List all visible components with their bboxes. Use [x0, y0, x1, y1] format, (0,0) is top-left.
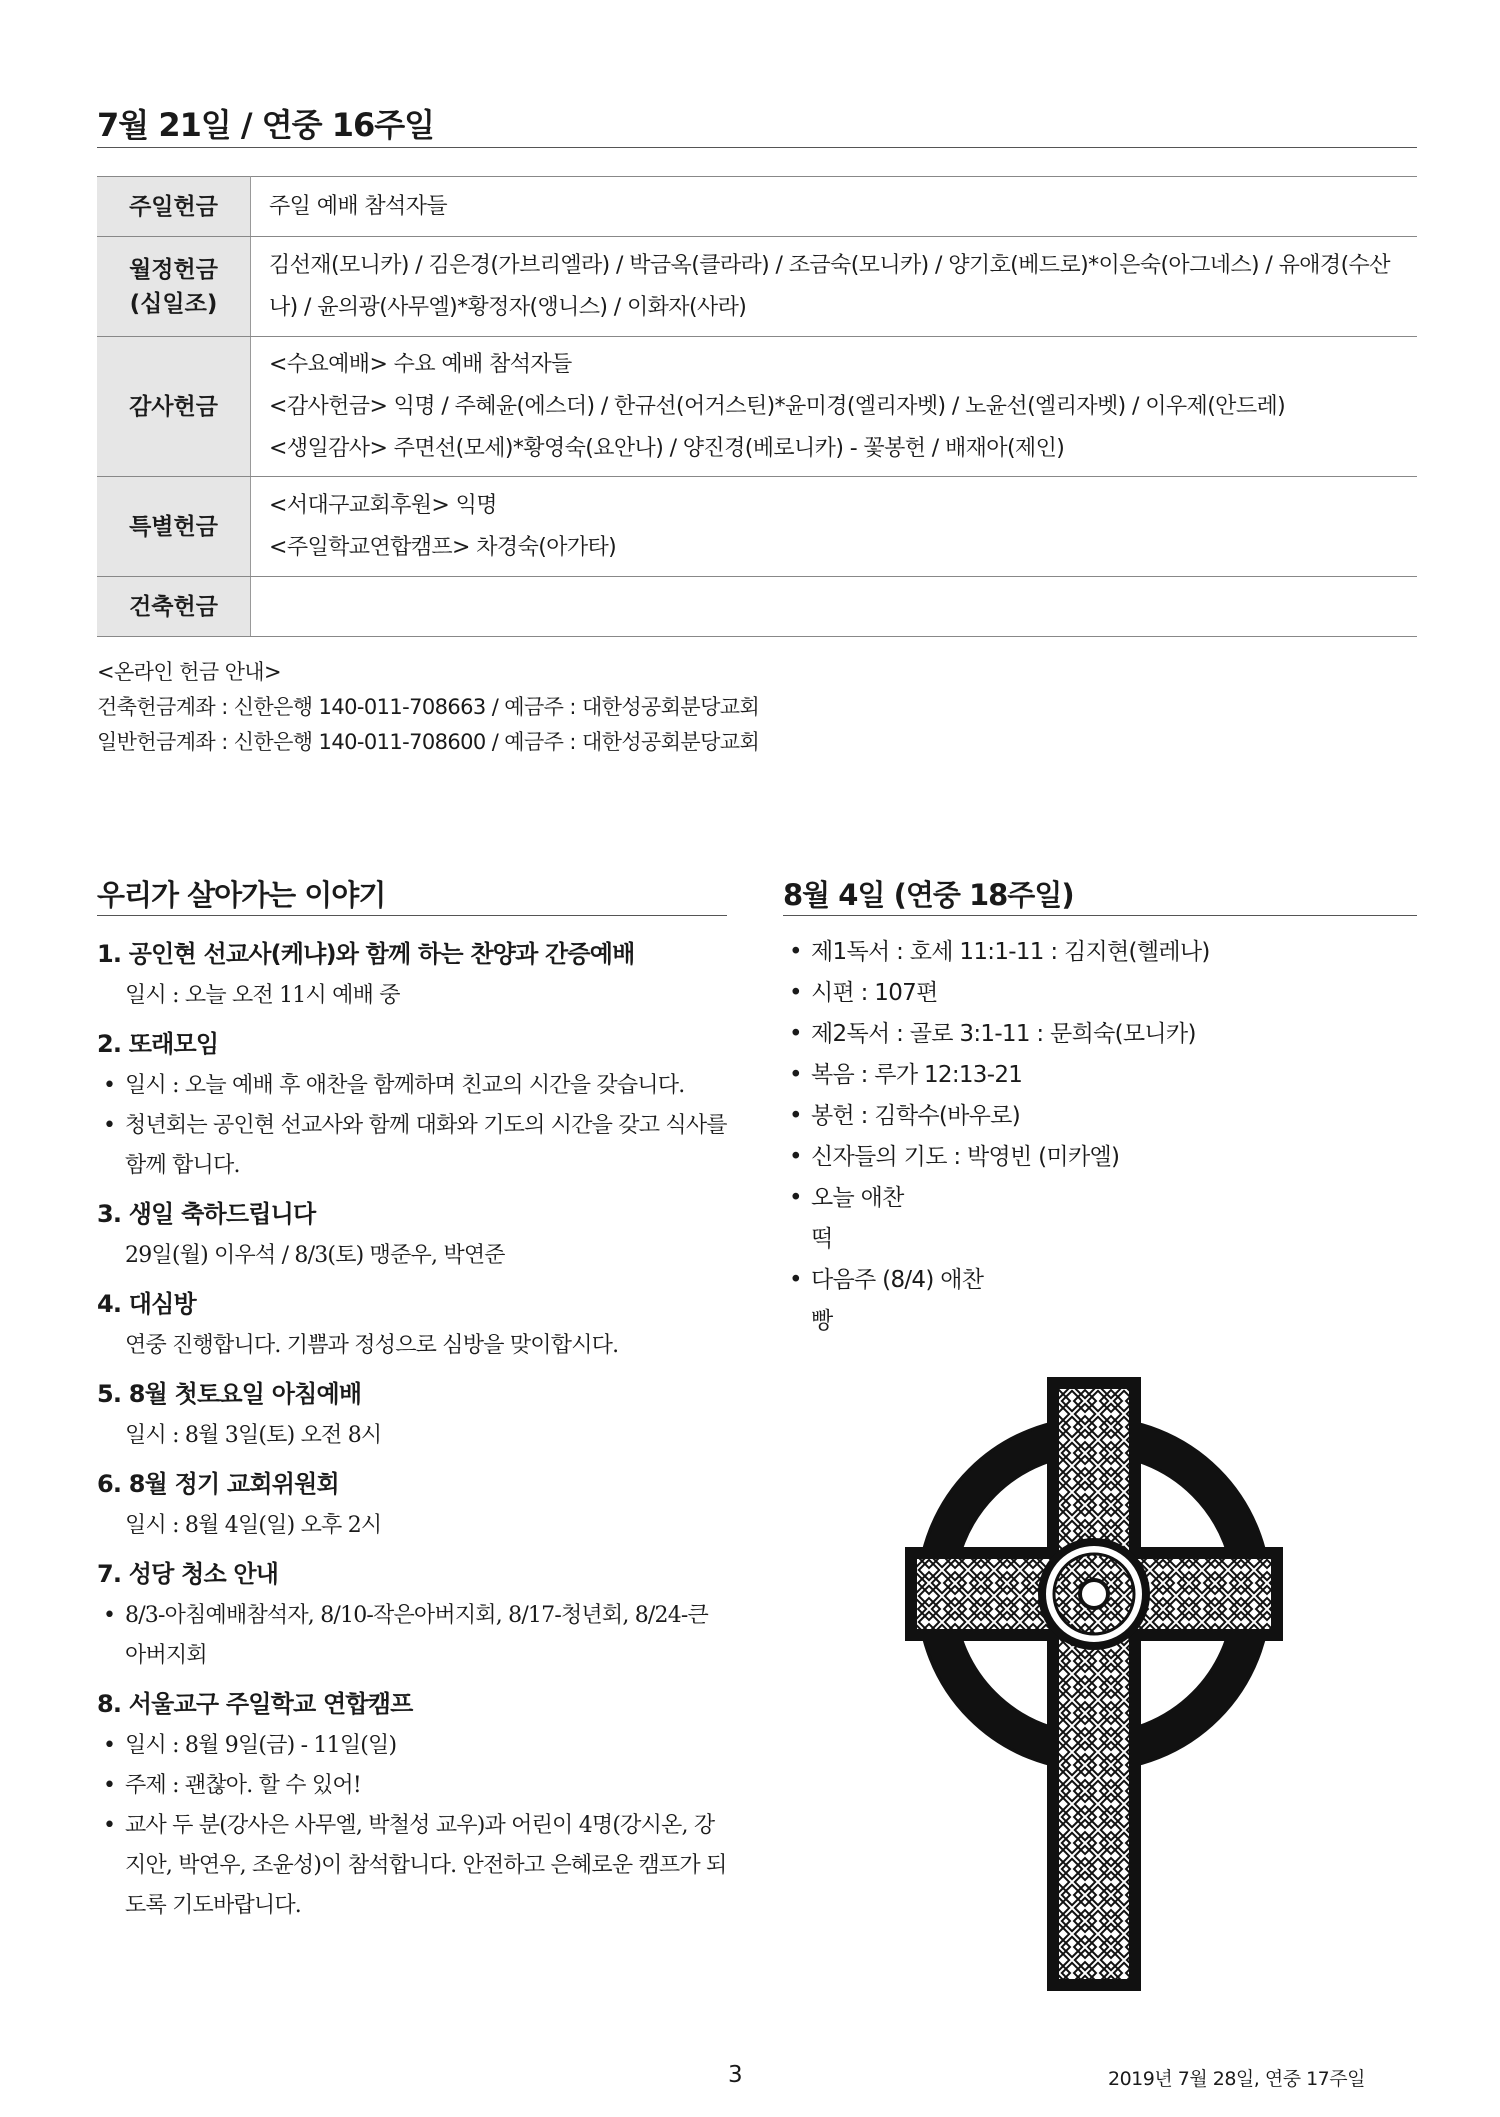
news-item	[97, 1372, 727, 1462]
celtic-cross-icon	[903, 1375, 1285, 1995]
account-line: 건축헌금계좌 : 신한은행 140-011-708663 / 예금주 : 대한성공회분당교회	[97, 695, 760, 719]
news-item-heading: 2. 또래모임	[97, 1030, 219, 1058]
news-item-line: • 청년회는 공인현 선교사와 함께 대화와 기도의 시간을 갖고 식사를 함께 합니다.	[97, 1106, 727, 1186]
table-row	[97, 477, 1417, 577]
news-item-line: 일시 : 오늘 오전 11시 예배 중	[125, 983, 400, 1008]
table-row	[97, 577, 1417, 637]
news-item	[97, 1192, 727, 1282]
news-item	[97, 932, 727, 1022]
account-line: 일반헌금계좌 : 신한은행 140-011-708600 / 예금주 : 대한성공회분당교회	[97, 730, 760, 754]
table-row	[97, 337, 1417, 477]
section-title: 8월 4일 (연중 18주일)	[783, 878, 1074, 912]
news-item-line: • 교사 두 분(강사은 사무엘, 박철성 교우)과 어린이 4명(강시온, 강지안, 박연우, 조윤성)이 참석합니다. 안전하고 은혜로운 캠프가 되도록 기도바랍니다.	[97, 1806, 727, 1926]
schedule-item: • 봉헌 : 김학수(바우로)	[783, 1096, 1417, 1137]
news-item-line: 29일(월) 이우석 / 8/3(토) 맹준우, 박연준	[125, 1243, 505, 1268]
news-item-line: • 일시 : 오늘 예배 후 애찬을 함께하며 친교의 시간을 갖습니다.	[97, 1066, 727, 1106]
row-label: 주일헌금	[97, 177, 251, 237]
news-item	[97, 1022, 727, 1192]
news-item	[97, 1682, 727, 1932]
page-number: 3	[728, 2062, 743, 2088]
offering-table	[97, 176, 1417, 637]
table-row	[97, 177, 1417, 237]
section-title: 우리가 살아가는 이야기	[97, 878, 386, 912]
row-label: 특별헌금	[97, 477, 251, 577]
table-row	[97, 237, 1417, 337]
schedule-item-detail: 떡	[811, 1226, 834, 1252]
divider	[97, 147, 1417, 148]
news-list	[97, 932, 727, 1932]
news-item-heading: 7. 성당 청소 안내	[97, 1560, 279, 1588]
news-item	[97, 1462, 727, 1552]
online-title: <온라인 헌금 안내>	[97, 660, 281, 684]
row-value	[251, 577, 1418, 637]
next-sunday-list	[783, 932, 1417, 1342]
news-item-heading: 1. 공인현 선교사(케냐)와 함께 하는 찬양과 간증예배	[97, 940, 635, 968]
news-item-heading: 6. 8월 정기 교회위원회	[97, 1470, 339, 1498]
schedule-item: • 복음 : 루가 12:13-21	[783, 1055, 1417, 1096]
news-item-line: 연중 진행합니다. 기쁨과 정성으로 심방을 맞이합시다.	[125, 1333, 619, 1358]
row-value: 김선재(모니카) / 김은경(가브리엘라) / 박금옥(클라라) / 조금숙(모니카) / 양기호(베드로)*이은숙(아그네스) / 유애경(수산나) / 윤의광(사무엘)*황정자(앵니스) / 이화자(사라)	[251, 237, 1418, 337]
row-label: 월정헌금 (십일조)	[97, 237, 251, 337]
news-item	[97, 1552, 727, 1682]
news-item-line: 일시 : 8월 3일(토) 오전 8시	[125, 1423, 382, 1448]
schedule-item: • 제1독서 : 호세 11:1-11 : 김지현(헬레나)	[783, 932, 1417, 973]
news-item-line: 일시 : 8월 4일(일) 오후 2시	[125, 1513, 382, 1538]
online-offering-info	[97, 655, 759, 760]
news-item-line: • 주제 : 괜찮아. 할 수 있어!	[97, 1766, 727, 1806]
row-value: <수요예배> 수요 예배 참석자들 <감사헌금> 익명 / 주혜윤(에스더) / 한규선(어거스틴)*윤미경(엘리자벳) / 노윤선(엘리자벳) / 이우제(안드레) <생일감사> 주면선(모세)*황영숙(요안나) / 양진경(베로니카) - 꽃봉헌 / 배재아(제인)	[251, 337, 1418, 477]
news-item-line: • 일시 : 8월 9일(금) - 11일(일)	[97, 1726, 727, 1766]
offering-title: 7월 21일 / 연중 16주일	[97, 106, 435, 144]
schedule-item: • 신자들의 기도 : 박영빈 (미카엘)	[783, 1137, 1417, 1178]
row-label: 건축헌금	[97, 577, 251, 637]
news-item-heading: 4. 대심방	[97, 1290, 196, 1318]
news-item-heading: 5. 8월 첫토요일 아침예배	[97, 1380, 362, 1408]
news-item	[97, 1282, 727, 1372]
row-value: 주일 예배 참석자들	[251, 177, 1418, 237]
divider	[97, 915, 727, 916]
schedule-item: • 오늘 애찬	[783, 1178, 1417, 1219]
schedule-item: • 제2독서 : 골로 3:1-11 : 문희숙(모니카)	[783, 1014, 1417, 1055]
schedule-item-detail: 빵	[811, 1308, 834, 1334]
row-label: 감사헌금	[97, 337, 251, 477]
row-value: <서대구교회후원> 익명 <주일학교연합캠프> 차경숙(아가타)	[251, 477, 1418, 577]
news-item-line: • 8/3-아침예배참석자, 8/10-작은아버지회, 8/17-청년회, 8/24-큰아버지회	[97, 1596, 727, 1676]
next-sunday-section	[783, 873, 1417, 1342]
footer-date: 2019년 7월 28일, 연중 17주일	[1108, 2068, 1365, 2090]
news-section	[97, 873, 727, 1932]
news-item-heading: 3. 생일 축하드립니다	[97, 1200, 316, 1228]
news-item-heading: 8. 서울교구 주일학교 연합캠프	[97, 1690, 413, 1718]
schedule-item: • 다음주 (8/4) 애찬	[783, 1260, 1417, 1301]
schedule-item: • 시편 : 107편	[783, 973, 1417, 1014]
divider	[783, 915, 1417, 916]
